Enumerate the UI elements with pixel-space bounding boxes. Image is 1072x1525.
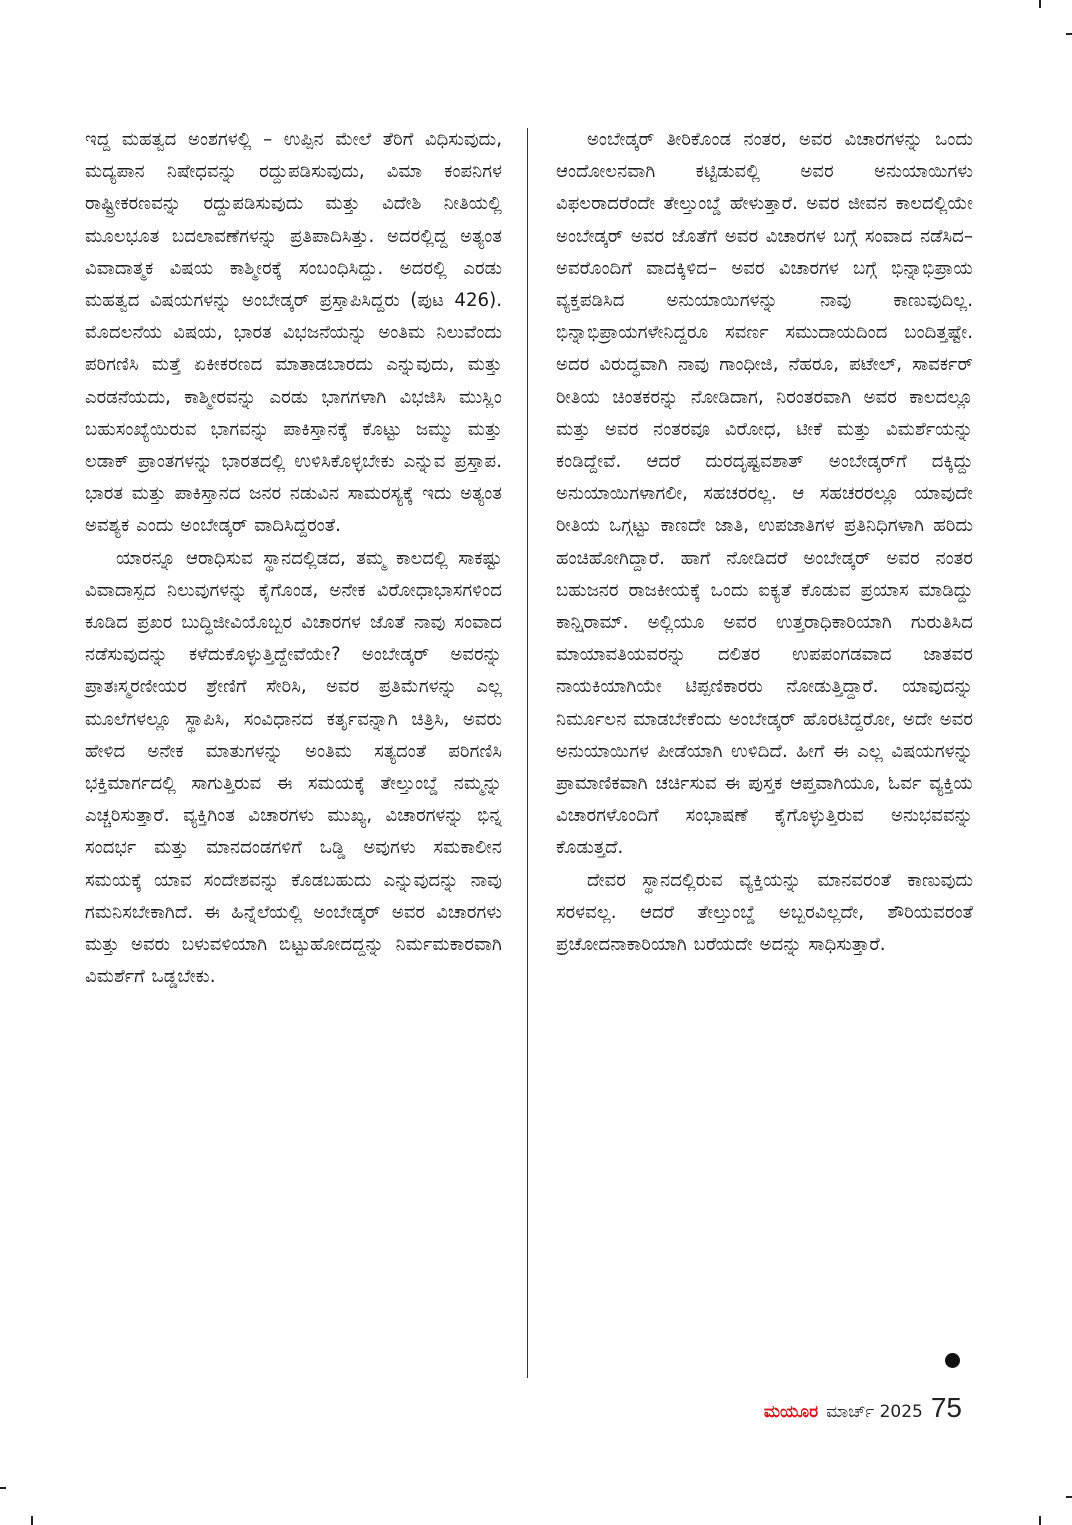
page-number: 75 [930,1392,962,1423]
article-paragraph: ಅಂಬೇಡ್ಕರ್ ತೀರಿಕೊಂಡ ನಂತರ, ಅವರ ವಿಚಾರಗಳನ್ನು ಒಂದು ಆಂದೋಲನವಾಗಿ ಕಟ್ಟಿಡುವಲ್ಲಿ ಅವರ ಅನುಯಾಯಿಗಳು ವಿಫಲರಾದರೆಂದೇ ತೇಲ್ತುಂಬ್ಡೆ ಹೇಳುತ್ತಾರೆ. ಅವರ ಜೀವನ ಕಾಲದಲ್ಲಿಯೇ ಅಂಬೇಡ್ಕರ್ ಅವರ ಜೊತೆಗೆ ಅವರ ವಿಚಾರಗಳ ಬಗ್ಗೆ ಸಂವಾದ ನಡೆಸಿದ– ಅವರೊಂದಿಗೆ ವಾದಕ್ಕಿಳಿದ– ಅವರ ವಿಚಾರಗಳ ಬಗ್ಗೆ ಭಿನ್ನಾಭಿಪ್ರಾಯ ವ್ಯಕ್ತಪಡಿಸಿದ ಅನುಯಾಯಿಗಳನ್ನು ನಾವು ಕಾಣುವುದಿಲ್ಲ. ಭಿನ್ನಾಭಿಪ್ರಾಯಗಳೇನಿದ್ದರೂ ಸವರ್ಣ ಸಮುದಾಯದಿಂದ ಬಂದಿತ್ತಷ್ಟೇ. ಅದರ ವಿರುದ್ಧವಾಗಿ ನಾವು ಗಾಂಧೀಜಿ, ನೆಹರೂ, ಪಟೇಲ್, ಸಾವರ್ಕರ್ ರೀತಿಯ ಚಿಂತಕರನ್ನು ನೋಡಿದಾಗ, ನಿರಂತರವಾಗಿ ಅವರ ಕಾಲದಲ್ಲೂ ಮತ್ತು ಅವರ ನಂತರವೂ ವಿರೋಧ, ಟೀಕೆ ಮತ್ತು ವಿಮರ್ಶೆಯನ್ನು ಕಂಡಿದ್ದೇವೆ. ಆದರೆ ದುರದೃಷ್ಟವಶಾತ್ ಅಂಬೇಡ್ಕರ್‌ಗೆ ದಕ್ಕಿದ್ದು ಅನುಯಾಯಿಗಳಾಗಲೀ, ಸಹಚರರಲ್ಲ. ಆ ಸಹಚರರಲ್ಲೂ ಯಾವುದೇ ರೀತಿಯ ಒಗ್ಗಟ್ಟು ಕಾಣದೇ ಜಾತಿ, ಉಪಜಾತಿಗಳ ಪ್ರತಿನಿಧಿಗಳಾಗಿ ಹರಿದು ಹಂಚಿಹೋಗಿದ್ದಾರೆ. ಹಾಗೆ ನೋಡಿದರೆ ಅಂಬೇಡ್ಕರ್ ಅವರ ನಂತರ ಬಹುಜನರ ರಾಜಕೀಯಕ್ಕೆ ಒಂದು ಐಕ್ಯತೆ ಕೊಡುವ ಪ್ರಯಾಸ ಮಾಡಿದ್ದು ಕಾನ್ಷಿರಾಮ್. ಅಲ್ಲಿಯೂ ಅವರ ಉತ್ತರಾಧಿಕಾರಿಯಾಗಿ ಗುರುತಿಸಿದ ಮಾಯಾವತಿಯವರನ್ನು ದಲಿತರ ಉಪಪಂಗಡವಾದ ಜಾತವರ ನಾಯಕಿಯಾಗಿಯೇ ಟಿಪ್ಪಣಿಕಾರರು ನೋಡುತ್ತಿದ್ದಾರೆ. ಯಾವುದನ್ನು ನಿರ್ಮೂಲನ ಮಾಡಬೇಕೆಂದು ಅಂಬೇಡ್ಕರ್ ಹೊರಟಿದ್ದರೋ, ಅದೇ ಅವರ ಅನುಯಾಯಿಗಳ ಪೀಡೆಯಾಗಿ ಉಳಿದಿದೆ. ಹೀಗೆ ಈ ಎಲ್ಲ ವಿಷಯಗಳನ್ನು ಪ್ರಾಮಾಣಿಕವಾಗಿ ಚರ್ಚಿಸುವ ಈ ಪುಸ್ತಕ ಆಪ್ತವಾಗಿಯೂ, ಓರ್ವ ವ್ಯಕ್ತಿಯ ವಿಚಾರಗಳೊಂದಿಗೆ ಸಂಭಾಷಣೆ ಕೈಗೊಳ್ಳುತ್ತಿರುವ ಅನುಭವವನ್ನು ಕೊಡುತ್ತದೆ. [556,129,973,859]
magazine-brand-name: ಮಯೂರ [763,1402,819,1422]
issue-date: ಮಾರ್ಚ್ 2025 [826,1402,923,1422]
crop-mark-bottom-left [0,1487,6,1489]
article-column-right [556,124,973,961]
article-body [85,124,973,1389]
column-divider [527,128,528,1378]
crop-mark-right-lower [1066,1496,1072,1498]
crop-mark-bottom-right-vertical [1039,1516,1041,1525]
article-paragraph: ದೇವರ ಸ್ಥಾನದಲ್ಲಿರುವ ವ್ಯಕ್ತಿಯನ್ನು ಮಾನವರಂತೆ ಕಾಣುವುದು ಸರಳವಲ್ಲ. ಆದರೆ ತೇಲ್ತುಂಬ್ಡೆ ಅಬ್ಬರವಿಲ್ಲದೇ, ಶೌರಿಯವರಂತೆ ಪ್ರಚೋದನಾಕಾರಿಯಾಗಿ ಬರೆಯದೇ ಅದನ್ನು ಸಾಧಿಸುತ್ತಾರೆ. [556,869,973,956]
end-of-article-bullet-icon [945,1353,960,1368]
crop-mark-right-upper [1066,33,1072,35]
page-footer [764,1392,962,1424]
article-paragraph: ಯಾರನ್ನೂ ಆರಾಧಿಸುವ ಸ್ಥಾನದಲ್ಲಿಡದ, ತಮ್ಮ ಕಾಲದಲ್ಲಿ ಸಾಕಷ್ಟು ವಿವಾದಾಸ್ಪದ ನಿಲುವುಗಳನ್ನು ಕೈಗೊಂಡ, ಅನೇಕ ವಿರೋಧಾಭಾಸಗಳಿಂದ ಕೂಡಿದ ಪ್ರಖರ ಬುದ್ಧಿಜೀವಿಯೊಬ್ಬರ ವಿಚಾರಗಳ ಜೊತೆ ನಾವು ಸಂವಾದ ನಡೆಸುವುದನ್ನು ಕಳೆದುಕೊಳ್ಳುತ್ತಿದ್ದೇವೆಯೇ? ಅಂಬೇಡ್ಕರ್ ಅವರನ್ನು ಪ್ರಾತಃಸ್ಮರಣೀಯರ ಶ್ರೇಣಿಗೆ ಸೇರಿಸಿ, ಅವರ ಪ್ರತಿಮೆಗಳನ್ನು ಎಲ್ಲ ಮೂಲೆಗಳಲ್ಲೂ ಸ್ಥಾಪಿಸಿ, ಸಂವಿಧಾನದ ಕರ್ತೃವನ್ನಾಗಿ ಚಿತ್ರಿಸಿ, ಅವರು ಹೇಳಿದ ಅನೇಕ ಮಾತುಗಳನ್ನು ಅಂತಿಮ ಸತ್ಯದಂತೆ ಪರಿಗಣಿಸಿ ಭಕ್ತಿಮಾರ್ಗದಲ್ಲಿ ಸಾಗುತ್ತಿರುವ ಈ ಸಮಯಕ್ಕೆ ತೇಲ್ತುಂಬ್ಡೆ ನಮ್ಮನ್ನು ಎಚ್ಚರಿಸುತ್ತಾರೆ. ವ್ಯಕ್ತಿಗಿಂತ ವಿಚಾರಗಳು ಮುಖ್ಯ, ವಿಚಾರಗಳನ್ನು ಭಿನ್ನ ಸಂದರ್ಭ ಮತ್ತು ಮಾನದಂಡಗಳಿಗೆ ಒಡ್ಡಿ ಅವುಗಳು ಸಮಕಾಲೀನ ಸಮಯಕ್ಕೆ ಯಾವ ಸಂದೇಶವನ್ನು ಕೊಡಬಹುದು ಎನ್ನುವುದನ್ನು ನಾವು ಗಮನಿಸಬೇಕಾಗಿದೆ. ಈ ಹಿನ್ನೆಲೆಯಲ್ಲಿ ಅಂಬೇಡ್ಕರ್ ಅವರ ವಿಚಾರಗಳು ಮತ್ತು ಅವರು ಬಳುವಳಿಯಾಗಿ ಬಿಟ್ಟುಹೋದದ್ದನ್ನು ನಿರ್ಮಮಕಾರವಾಗಿ ವಿಮರ್ಶೆಗೆ ಒಡ್ಡಬೇಕು. [85,547,502,988]
crop-mark-top-right [1039,0,1041,8]
article-column-left [85,124,502,993]
crop-mark-bottom-left-vertical [31,1516,33,1525]
article-paragraph: ಇದ್ದ ಮಹತ್ವದ ಅಂಶಗಳಲ್ಲಿ – ಉಪ್ಪಿನ ಮೇಲೆ ತೆರಿಗೆ ವಿಧಿಸುವುದು, ಮದ್ಯಪಾನ ನಿಷೇಧವನ್ನು ರದ್ದುಪಡಿಸುವುದು, ವಿಮಾ ಕಂಪನಿಗಳ ರಾಷ್ಟ್ರೀಕರಣವನ್ನು ರದ್ದುಪಡಿಸುವುದು ಮತ್ತು ವಿದೇಶಿ ನೀತಿಯಲ್ಲಿ ಮೂಲಭೂತ ಬದಲಾವಣೆಗಳನ್ನು ಪ್ರತಿಪಾದಿಸಿತ್ತು. ಅದರಲ್ಲಿದ್ದ ಅತ್ಯಂತ ವಿವಾದಾತ್ಮಕ ವಿಷಯ ಕಾಶ್ಮೀರಕ್ಕೆ ಸಂಬಂಧಿಸಿದ್ದು. ಅದರಲ್ಲಿ ಎರಡು ಮಹತ್ವದ ವಿಷಯಗಳನ್ನು ಅಂಬೇಡ್ಕರ್ ಪ್ರಸ್ತಾಪಿಸಿದ್ದರು (ಪುಟ 426). ಮೊದಲನೆಯ ವಿಷಯ, ಭಾರತ ವಿಭಜನೆಯನ್ನು ಅಂತಿಮ ನಿಲುವೆಂದು ಪರಿಗಣಿಸಿ ಮತ್ತೆ ಏಕೀಕರಣದ ಮಾತಾಡಬಾರದು ಎನ್ನುವುದು, ಮತ್ತು ಎರಡನೆಯದು, ಕಾಶ್ಮೀರವನ್ನು ಎರಡು ಭಾಗಗಳಾಗಿ ವಿಭಜಿಸಿ ಮುಸ್ಲಿಂ ಬಹುಸಂಖ್ಯೆಯಿರುವ ಭಾಗವನ್ನು ಪಾಕಿಸ್ತಾನಕ್ಕೆ ಕೊಟ್ಟು ಜಮ್ಮು ಮತ್ತು ಲಡಾಕ್ ಪ್ರಾಂತಗಳನ್ನು ಭಾರತದಲ್ಲಿ ಉಳಿಸಿಕೊಳ್ಳಬೇಕು ಎನ್ನುವ ಪ್ರಸ್ತಾಪ. ಭಾರತ ಮತ್ತು ಪಾಕಿಸ್ತಾನದ ಜನರ ನಡುವಿನ ಸಾಮರಸ್ಯಕ್ಕೆ ಇದು ಅತ್ಯಂತ ಅವಶ್ಯಕ ಎಂದು ಅಂಬೇಡ್ಕರ್ ವಾದಿಸಿದ್ದರಂತೆ. [85,129,502,537]
